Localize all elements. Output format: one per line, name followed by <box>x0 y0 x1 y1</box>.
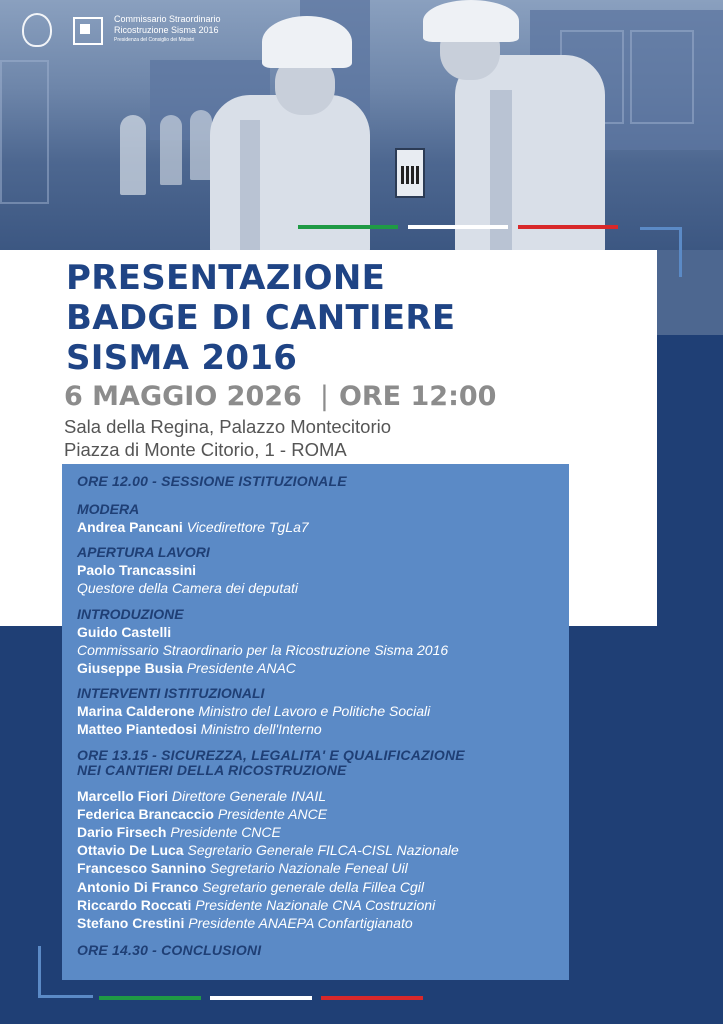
speaker-name: Giuseppe Busia <box>77 660 183 677</box>
worker-figure <box>455 55 605 250</box>
speaker-role: Direttore Generale INAIL <box>171 787 326 804</box>
speaker-row <box>77 787 562 805</box>
event-date: 6 MAGGIO 2026 <box>64 381 302 412</box>
speaker-name: Paolo Trancassini <box>77 562 197 579</box>
speaker-name: Guido Castelli <box>77 623 172 640</box>
speaker-row <box>77 823 562 841</box>
speaker-name: Antonio Di Franco <box>77 878 199 895</box>
corner-bracket <box>38 995 93 998</box>
speaker-name: Andrea Pancani <box>77 519 183 535</box>
corner-bracket <box>640 227 682 230</box>
venue-line2: Piazza di Monte Citorio, 1 - ROMA <box>64 439 347 460</box>
session1-header: ORE 12.00 - SESSIONE ISTITUZIONALE <box>77 473 347 489</box>
title-line3: SISMA 2016 <box>66 338 298 378</box>
speaker-role-row <box>77 641 562 659</box>
tricolore-white <box>408 225 508 229</box>
tricolore-white <box>210 996 312 1000</box>
speaker-row <box>77 914 562 932</box>
venue <box>64 415 391 461</box>
session3-header: ORE 14.30 - CONCLUSIONI <box>77 942 262 959</box>
venue-line1: Sala della Regina, Palazzo Montecitorio <box>64 416 392 437</box>
event-title <box>66 258 626 378</box>
worker-figure <box>160 115 182 185</box>
speaker-role: Presidente CNCE <box>170 824 281 841</box>
speaker-name: Dario Firsech <box>77 824 167 841</box>
logo-text-line3: Presidenza del Consiglio dei Ministri <box>114 37 195 43</box>
tricolore-red <box>321 996 423 1000</box>
speaker-row <box>77 878 562 896</box>
speaker-row <box>77 720 562 738</box>
speaker-role: Segretario Generale FILCA-CISL Nazionale <box>187 842 459 859</box>
speaker-role: Presidente Nazionale CNA Costruzioni <box>195 896 436 913</box>
interventi-label: INTERVENTI ISTITUZIONALI <box>77 685 265 702</box>
corner-bracket <box>38 946 41 998</box>
speaker-role: Questore della Camera dei deputati <box>77 580 299 597</box>
apertura-label: APERTURA LAVORI <box>77 544 210 561</box>
speaker-row <box>77 623 562 641</box>
session2-header-line1: ORE 13.15 - SICUREZZA, LEGALITA' E QUALIFICAZIONE <box>77 746 465 763</box>
qr-badge-icon <box>395 148 425 198</box>
worker-figure <box>190 110 212 180</box>
logo-text-line2: Ricostruzione Sisma 2016 <box>114 25 219 35</box>
speaker-row <box>77 702 562 720</box>
vest-stripe <box>240 120 260 250</box>
commissario-logo-icon <box>73 17 103 45</box>
tricolore-green <box>298 225 398 229</box>
date-separator: | <box>319 381 329 412</box>
tricolore-red <box>518 225 618 229</box>
speaker-role: Segretario Nazionale Feneal Uil <box>210 860 408 877</box>
speaker-name: Riccardo Roccati <box>77 896 192 913</box>
program-content <box>77 474 562 958</box>
helmet <box>423 0 519 42</box>
speaker-row <box>77 561 562 579</box>
speaker-row <box>77 805 562 823</box>
speaker-row <box>77 859 562 877</box>
intro-label: INTRODUZIONE <box>77 605 184 622</box>
tricolore-green <box>99 996 201 1000</box>
event-time: ORE 12:00 <box>338 381 497 412</box>
corner-bracket <box>679 227 682 277</box>
speaker-row <box>77 896 562 914</box>
hero-photo <box>0 0 723 250</box>
speaker-name: Stefano Crestini <box>77 915 185 932</box>
worker-figure <box>120 115 146 195</box>
title-line2: BADGE DI CANTIERE <box>66 298 456 338</box>
speaker-name: Ottavio De Luca <box>77 842 184 859</box>
speaker-name: Marcello Fiori <box>77 787 169 804</box>
date-time <box>64 379 496 415</box>
program-box <box>62 464 569 980</box>
navy-side-band <box>657 335 723 626</box>
speaker-role: Presidente ANAEPA Confartigianato <box>188 915 413 932</box>
italian-republic-emblem-icon <box>22 13 52 47</box>
speaker-role-row <box>77 579 562 597</box>
title-line1: PRESENTAZIONE <box>66 258 386 298</box>
scaffold-shape <box>0 60 49 204</box>
speaker-role: Ministro del Lavoro e Politiche Sociali <box>198 703 431 720</box>
speaker-list <box>77 787 562 933</box>
speaker-role: Ministro dell'Interno <box>200 721 322 738</box>
speaker-name: Francesco Sannino <box>77 860 207 877</box>
speaker-row <box>77 518 562 536</box>
session2-header-line2: NEI CANTIERI DELLA RICOSTRUZIONE <box>77 761 347 778</box>
speaker-role: Presidente ANCE <box>217 805 328 822</box>
speaker-role: Segretario generale della Fillea Cgil <box>202 878 425 895</box>
speaker-name: Matteo Piantedosi <box>77 721 197 738</box>
speaker-row <box>77 659 562 677</box>
modera-label: MODERA <box>77 501 140 517</box>
hero-photo-strip <box>657 250 723 335</box>
speaker-role: Commissario Straordinario per la Ricostruzione Sisma 2016 <box>77 641 449 658</box>
scaffold-shape <box>630 30 694 124</box>
helmet <box>262 16 352 68</box>
speaker-role: Presidente ANAC <box>186 660 296 677</box>
speaker-row <box>77 841 562 859</box>
speaker-name: Marina Calderone <box>77 703 195 720</box>
logo-text-line1: Commissario Straordinario <box>114 14 221 24</box>
speaker-role: Vicedirettore TgLa7 <box>186 519 309 535</box>
speaker-name: Federica Brancaccio <box>77 805 214 822</box>
